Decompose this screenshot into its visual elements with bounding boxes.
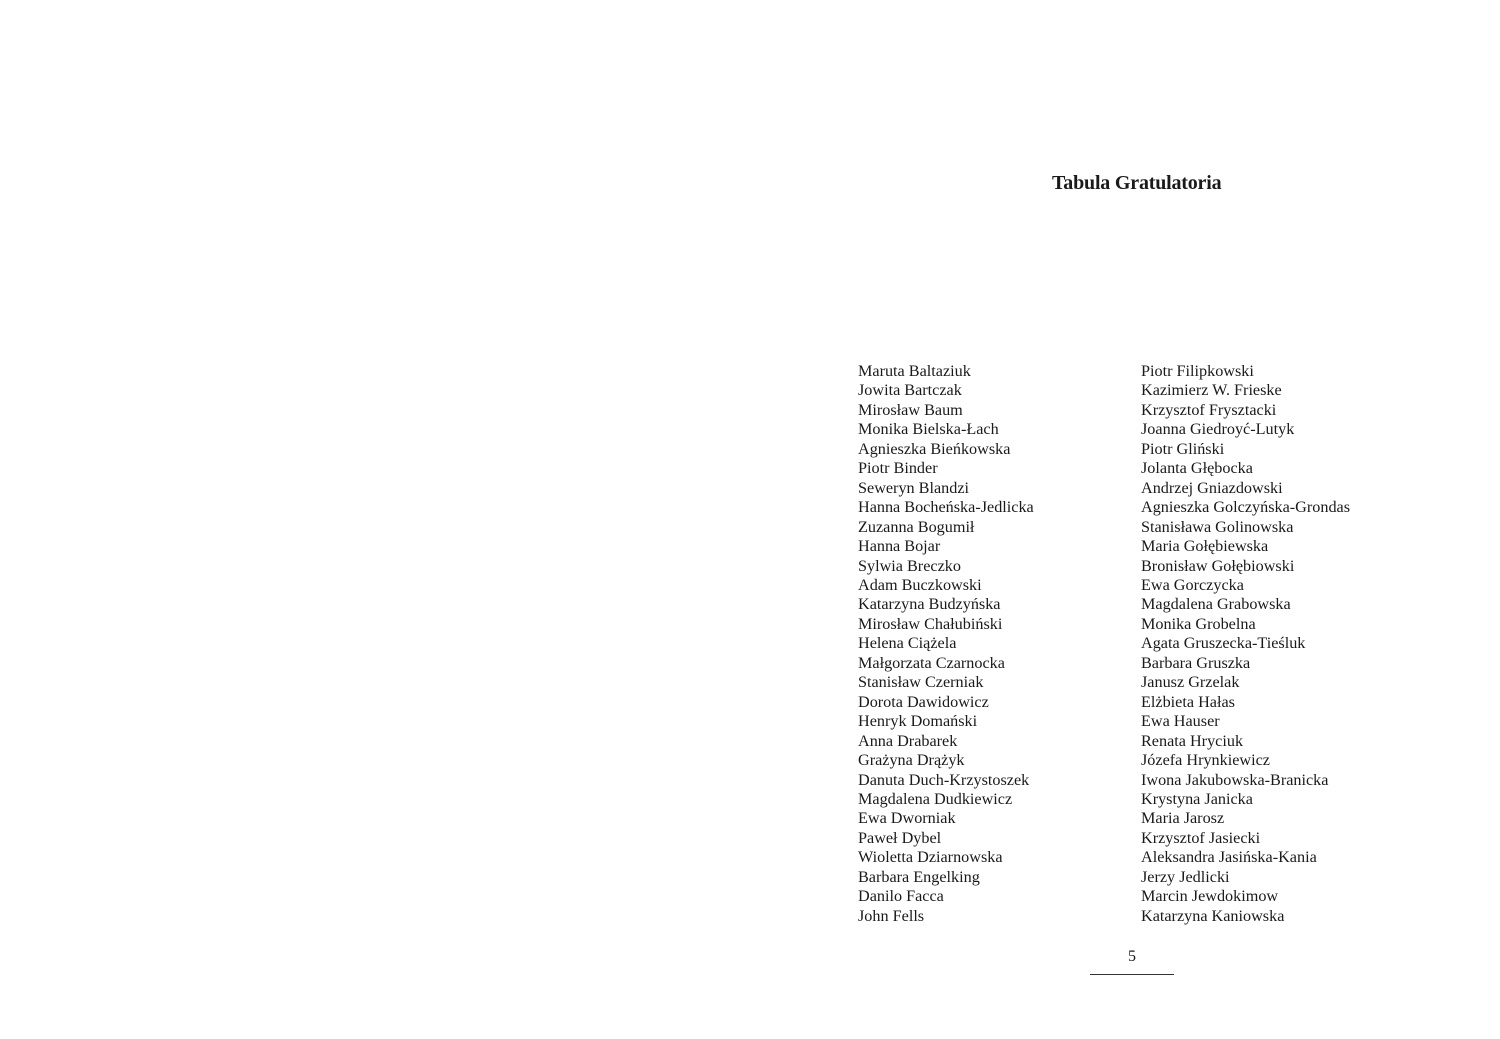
name-entry: Marcin Jewdokimow (1141, 887, 1279, 906)
name-entry: Piotr Filipkowski (1141, 362, 1254, 380)
name-entry: Krzysztof Frysztacki (1141, 400, 1277, 419)
name-entry: Iwona Jakubowska-Branicka (1141, 770, 1329, 789)
name-entry: Aleksandra Jasińska-Kania (1141, 848, 1317, 867)
name-entry: Stanisława Golinowska (1141, 517, 1294, 536)
page-number-rule (1090, 974, 1174, 975)
name-entry: Ewa Gorczycka (1141, 575, 1244, 594)
name-entry: John Fells (858, 906, 925, 925)
name-entry: Danilo Facca (858, 887, 944, 906)
name-entry: Anna Drabarek (858, 731, 958, 750)
name-entry: Agnieszka Golczyńska-Grondas (1141, 498, 1351, 517)
name-entry: Mirosław Baum (858, 400, 963, 419)
name-entry: Małgorzata Czarnocka (858, 653, 1005, 672)
name-entry: Janusz Grzelak (1141, 673, 1240, 692)
name-entry: Jowita Bartczak (858, 381, 962, 400)
name-entry: Elżbieta Hałas (1141, 692, 1235, 711)
name-entry: Krystyna Janicka (1141, 789, 1253, 808)
name-entry: Grażyna Drążyk (858, 751, 965, 770)
name-entry: Agnieszka Bieńkowska (858, 439, 1011, 458)
name-entry: Andrzej Gniazdowski (1141, 478, 1283, 497)
name-entry: Agata Gruszecka-Tieśluk (1141, 634, 1306, 653)
name-entry: Hanna Bojar (858, 537, 941, 556)
name-entry: Katarzyna Budzyńska (858, 595, 1001, 614)
name-entry: Ewa Hauser (1141, 712, 1220, 731)
name-entry: Adam Buczkowski (858, 575, 982, 594)
name-entry: Monika Grobelna (1141, 614, 1256, 633)
name-entry: Joanna Giedroyć-Lutyk (1141, 420, 1295, 439)
name-entry: Katarzyna Kaniowska (1141, 906, 1285, 925)
name-entry: Hanna Bocheńska-Jedlicka (858, 498, 1034, 517)
name-entry: Henryk Domański (858, 712, 978, 731)
name-entry: Zuzanna Bogumił (858, 517, 975, 536)
name-entry: Barbara Gruszka (1141, 653, 1251, 672)
names-column-right (1141, 362, 1350, 926)
page-number: 5 (1128, 948, 1136, 965)
name-entry: Bronisław Gołębiowski (1141, 556, 1295, 575)
name-entry: Maruta Baltaziuk (858, 362, 971, 380)
right-page (750, 0, 1500, 1039)
name-entry: Paweł Dybel (858, 828, 942, 847)
names-column-left (858, 362, 1034, 926)
name-entry: Maria Gołębiewska (1141, 537, 1269, 556)
name-entry: Dorota Dawidowicz (858, 692, 989, 711)
name-entry: Mirosław Chałubiński (858, 614, 1003, 633)
name-entry: Kazimierz W. Frieske (1141, 381, 1282, 400)
name-entry: Maria Jarosz (1141, 809, 1225, 828)
name-entry: Stanisław Czerniak (858, 673, 984, 692)
name-entry: Krzysztof Jasiecki (1141, 828, 1261, 847)
name-entry: Renata Hryciuk (1141, 731, 1244, 750)
name-entry: Seweryn Blandzi (858, 478, 970, 497)
name-entry: Helena Ciążela (858, 634, 957, 653)
name-entry: Jolanta Głębocka (1141, 459, 1253, 478)
name-entry: Ewa Dworniak (858, 809, 956, 828)
name-entry: Magdalena Grabowska (1141, 595, 1291, 614)
name-entry: Wioletta Dziarnowska (858, 848, 1003, 867)
name-entry: Sylwia Breczko (858, 556, 961, 575)
name-entry: Danuta Duch-Krzystoszek (858, 770, 1030, 789)
name-entry: Magdalena Dudkiewicz (858, 789, 1013, 808)
name-entry: Józefa Hrynkiewicz (1141, 751, 1270, 770)
name-entry: Piotr Gliński (1141, 439, 1225, 458)
name-entry: Jerzy Jedlicki (1141, 867, 1230, 886)
name-entry: Piotr Binder (858, 459, 938, 478)
name-entry: Monika Bielska-Łach (858, 420, 999, 439)
name-entry: Barbara Engelking (858, 867, 980, 886)
page-title: Tabula Gratulatoria (1052, 172, 1222, 194)
